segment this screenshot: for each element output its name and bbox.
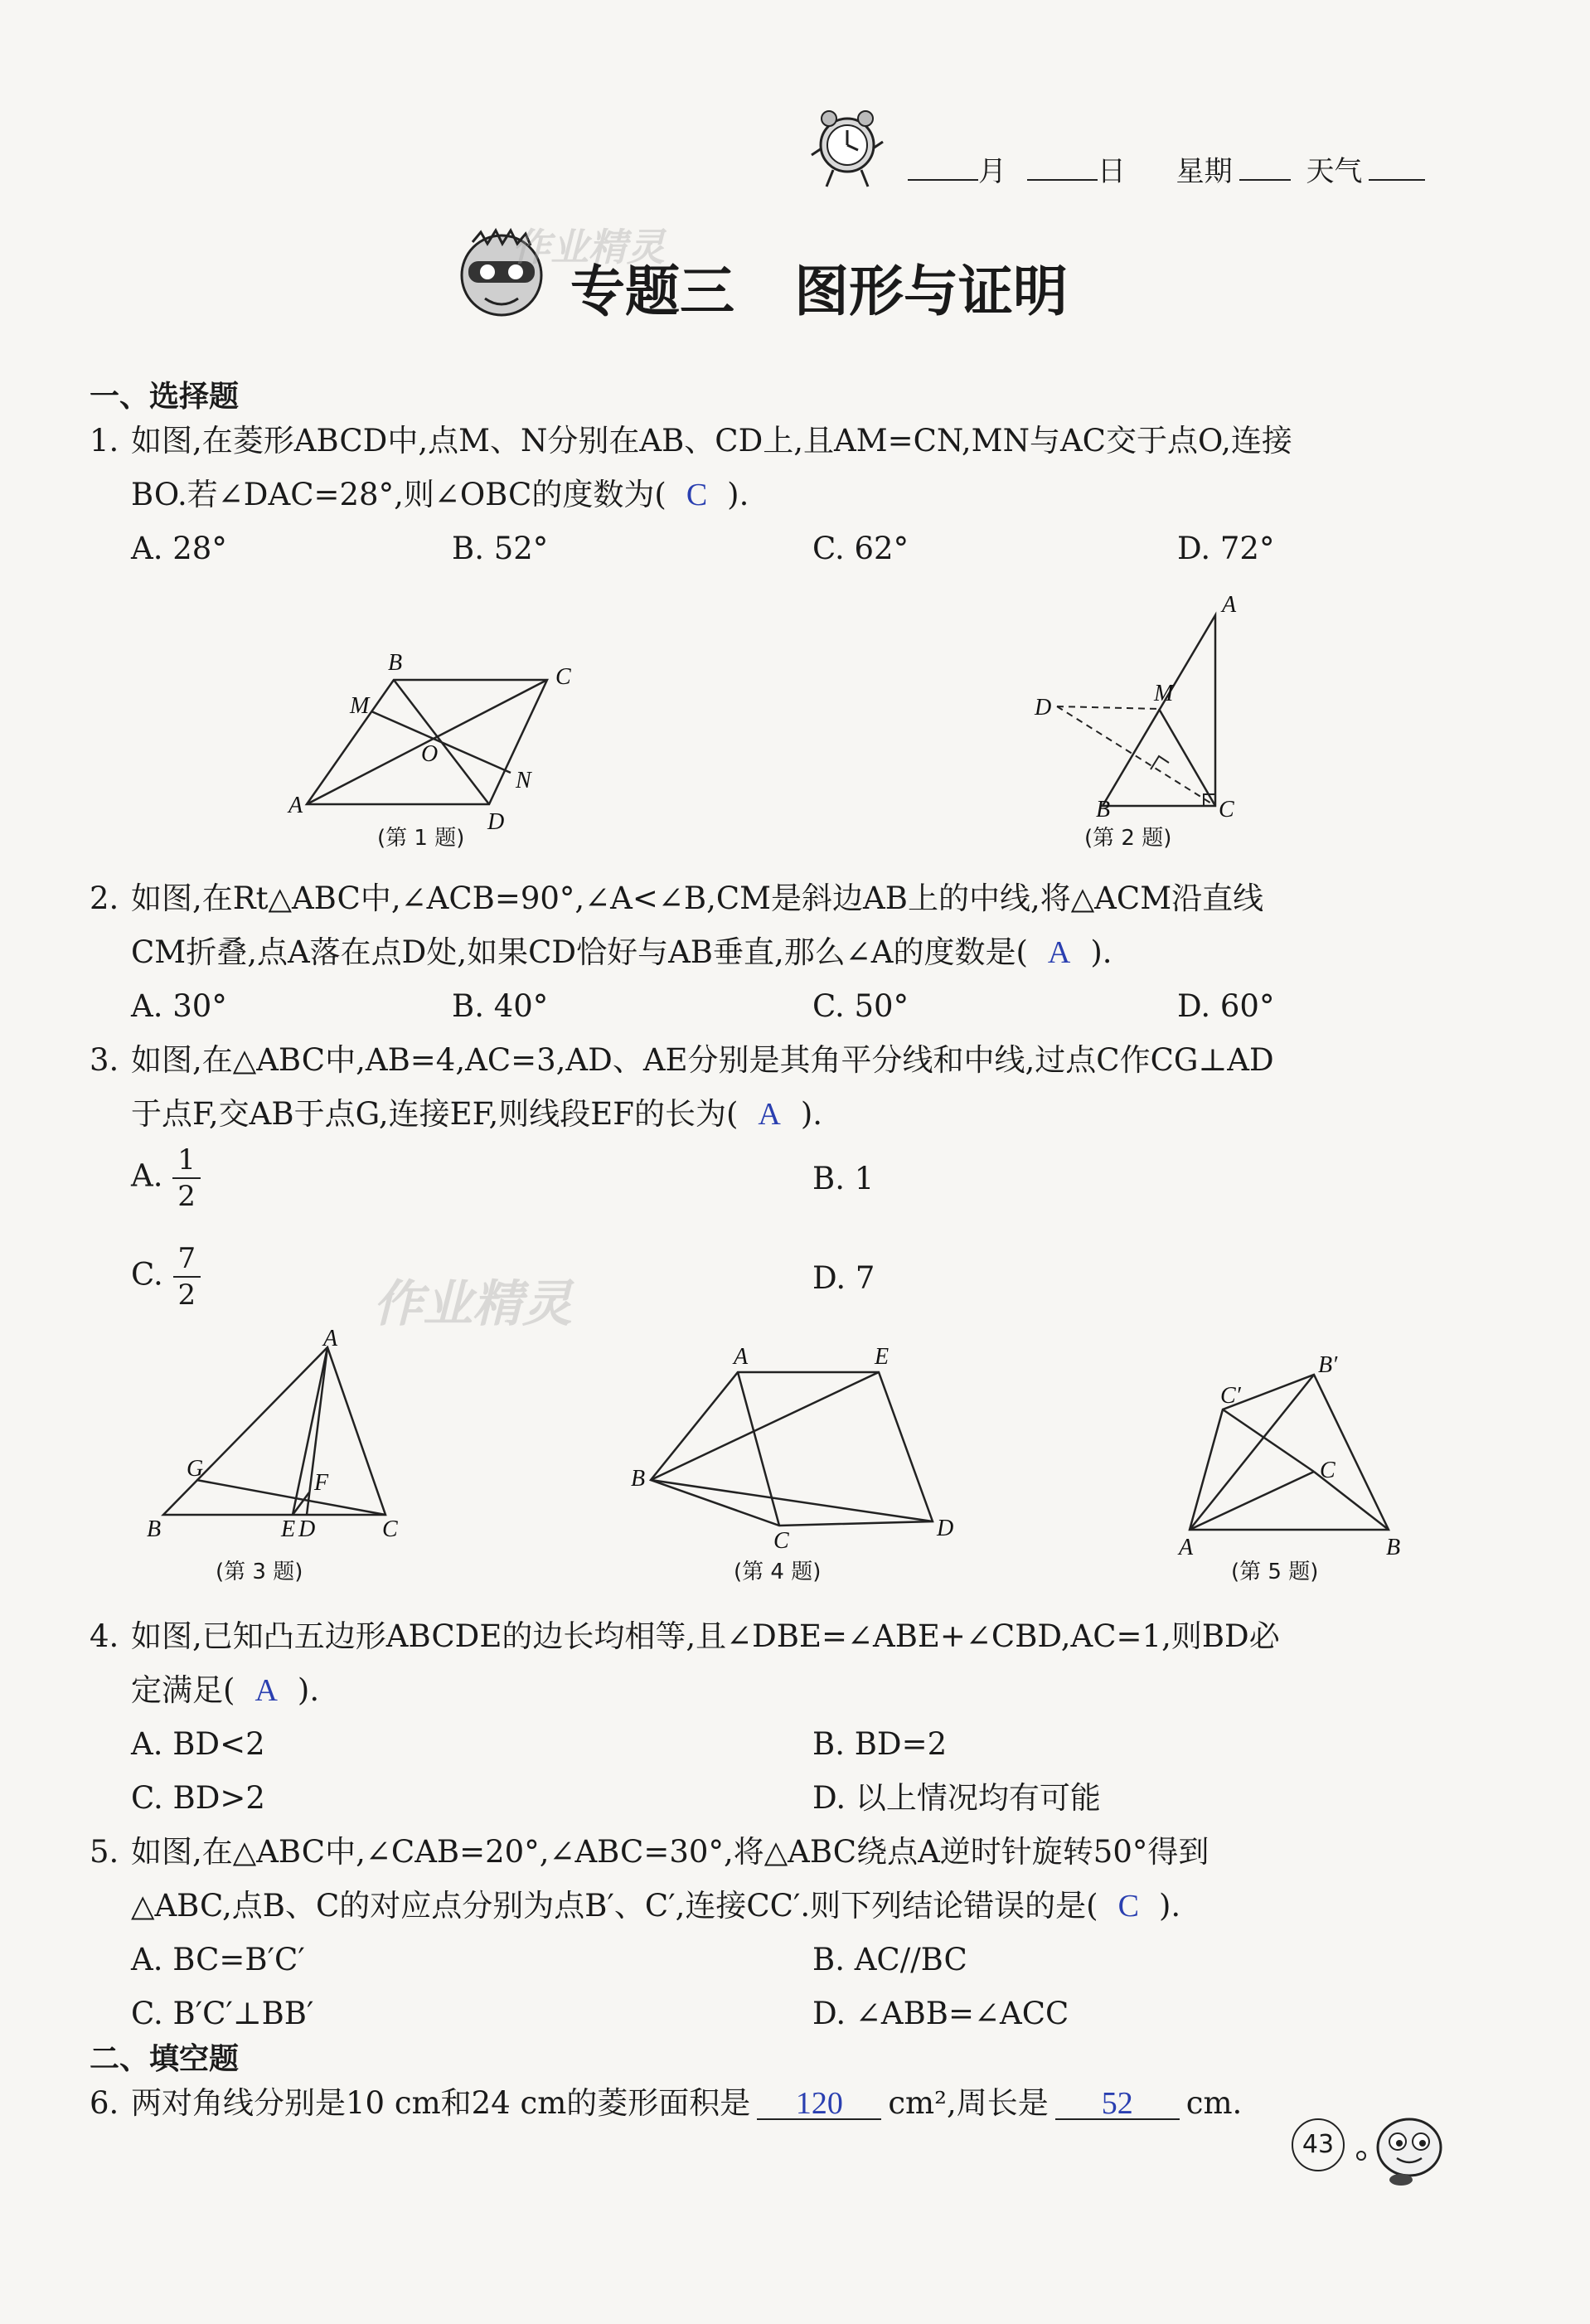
fig3-label-f: F — [314, 1470, 329, 1496]
fig1-label-n: N — [516, 768, 531, 793]
figure-5-rotation — [1169, 1343, 1418, 1560]
q1-line2-text: BO.若∠DAC=28°,则∠OBC的度数为( — [131, 477, 667, 512]
q1-option-d: D. 72° — [1177, 531, 1275, 566]
q4-option-d: D. 以上情况均有可能 — [812, 1780, 1101, 1816]
title-watermark: 作业精灵 — [512, 225, 665, 269]
q2-answer[interactable]: A — [1047, 935, 1071, 970]
q3-line2 — [131, 1092, 822, 1137]
q4-number: 4. — [90, 1618, 119, 1654]
page-mascot — [1351, 2110, 1451, 2189]
weather-label: 天气 — [1306, 155, 1363, 188]
q3-option-a-denominator: 2 — [177, 1180, 196, 1213]
q5-option-d: D. ∠ABB=∠ACC — [812, 1996, 1069, 2031]
fig4-label-a: A — [734, 1344, 749, 1370]
fig1-label-b: B — [388, 650, 403, 676]
q6-answer-perimeter[interactable]: 52 — [1055, 2089, 1180, 2120]
q5-number: 5. — [90, 1834, 119, 1870]
q2-line2-end: ). — [1090, 934, 1113, 970]
q3-option-a-fraction — [172, 1143, 201, 1214]
q3-option-c-denominator: 2 — [177, 1278, 196, 1312]
q6-text: 两对角线分别是10 cm和24 cm的菱形面积是 — [131, 2085, 751, 2121]
fig4-label-c: C — [773, 1528, 789, 1554]
q2-line1: 如图,在Rt△ABC中,∠ACB=90°,∠A<∠B,CM是斜边AB上的中线,将△ACM沿直线 — [131, 881, 1264, 916]
q4-option-c: C. BD>2 — [131, 1780, 265, 1816]
clock-mascot — [808, 104, 887, 195]
q6-unit-area: cm²,周长是 — [888, 2085, 1049, 2121]
q1-line1: 如图,在菱形ABCD中,点M、N分别在AB、CD上,且AM=CN,MN与AC交于点O,连接 — [131, 423, 1292, 458]
weather-blank[interactable] — [1369, 179, 1425, 181]
fig3-label-a: A — [323, 1326, 338, 1351]
q5-line2-text: △ABC,点B、C的对应点分别为点B′、C′,连接CC′.则下列结论错误的是( — [131, 1888, 1098, 1924]
figure-3-caption: (第 3 题) — [216, 1560, 303, 1584]
q2-line2-text: CM折叠,点A落在点D处,如果CD恰好与AB垂直,那么∠A的度数是( — [131, 934, 1028, 970]
q5-option-b: B. AC//BC — [812, 1942, 967, 1977]
fig3-label-g: G — [187, 1456, 204, 1482]
q2-option-d: D. 60° — [1177, 988, 1275, 1024]
q1-line2-end: ). — [727, 477, 749, 512]
q3-option-c-label: C. — [131, 1256, 163, 1293]
q2-line2 — [131, 930, 1113, 975]
fig4-label-b: B — [631, 1466, 646, 1492]
q4-answer[interactable]: A — [254, 1673, 278, 1708]
q2-number: 2. — [90, 881, 119, 916]
q3-option-c — [131, 1241, 201, 1312]
q5-answer[interactable]: C — [1117, 1889, 1139, 1924]
q5-option-c: C. B′C′⊥BB′ — [131, 1996, 314, 2031]
q1-option-b: B. 52° — [452, 531, 549, 566]
fig5-label-c-prime: C′ — [1220, 1383, 1241, 1409]
date-line — [908, 149, 1425, 194]
q3-option-d: D. 7 — [812, 1260, 875, 1296]
q6-unit-perimeter: cm. — [1185, 2085, 1243, 2121]
q2-option-c: C. 50° — [812, 988, 909, 1024]
q3-line2-text: 于点F,交AB于点G,连接EF,则线段EF的长为( — [131, 1096, 739, 1132]
section-fill-heading: 二、填空题 — [90, 2042, 240, 2076]
q2-option-a: A. 30° — [131, 988, 227, 1024]
title-topic: 专题三 — [570, 260, 734, 323]
fig3-label-e: E — [281, 1516, 296, 1542]
q3-option-a-numerator: 1 — [172, 1143, 201, 1179]
fig3-label-b: B — [147, 1516, 162, 1542]
q5-line1: 如图,在△ABC中,∠CAB=20°,∠ABC=30°,将△ABC绕点A逆时针旋转50°得到 — [131, 1834, 1209, 1870]
q3-line1: 如图,在△ABC中,AB=4,AC=3,AD、AE分别是其角平分线和中线,过点C作CG⊥AD — [131, 1042, 1274, 1078]
page-number-badge — [1292, 2118, 1345, 2171]
fig3-label-d: D — [298, 1516, 316, 1542]
q4-option-b: B. BD=2 — [812, 1726, 948, 1762]
q3-option-b: B. 1 — [812, 1161, 875, 1196]
fig4-label-e: E — [875, 1344, 890, 1370]
page-title — [570, 247, 1068, 326]
q6-line — [131, 2081, 1242, 2126]
fig5-label-b: B — [1386, 1535, 1401, 1560]
fig1-label-d: D — [487, 809, 505, 835]
q6-number: 6. — [90, 2085, 119, 2121]
q3-answer[interactable]: A — [758, 1097, 781, 1132]
fig2-label-m: M — [1154, 681, 1174, 706]
q5-line2 — [131, 1884, 1180, 1929]
body-watermark: 作业精灵 — [373, 1275, 572, 1333]
fig2-label-d: D — [1035, 695, 1052, 720]
q3-option-c-numerator: 7 — [173, 1241, 201, 1278]
q1-number: 1. — [90, 423, 119, 458]
figure-4-caption: (第 4 题) — [734, 1560, 822, 1584]
q3-option-a-label: A. — [131, 1157, 163, 1194]
q1-option-c: C. 62° — [812, 531, 909, 566]
fig1-label-a: A — [288, 793, 303, 818]
section-choice-heading: 一、选择题 — [90, 380, 240, 414]
fig3-label-c: C — [382, 1516, 398, 1542]
q4-line2-text: 定满足( — [131, 1672, 235, 1708]
q3-line2-end: ). — [800, 1096, 823, 1132]
q3-option-a — [131, 1143, 201, 1214]
month-blank[interactable] — [908, 179, 978, 181]
figure-1-rhombus — [282, 638, 597, 835]
fig5-label-c: C — [1320, 1458, 1336, 1483]
figure-2-caption: (第 2 题) — [1084, 826, 1172, 851]
q4-line1: 如图,已知凸五边形ABCDE的边长均相等,且∠DBE=∠ABE+∠CBD,AC=1,则BD必 — [131, 1618, 1280, 1654]
fig4-label-d: D — [937, 1516, 954, 1541]
month-label: 月 — [978, 155, 1006, 188]
fig2-label-a: A — [1222, 592, 1237, 618]
fig1-label-o: O — [421, 741, 439, 767]
fig1-label-c: C — [555, 664, 571, 690]
figure-4-pentagon — [626, 1343, 957, 1554]
figure-3-triangle — [137, 1326, 410, 1542]
day-blank[interactable] — [1027, 179, 1098, 181]
fig5-label-a: A — [1179, 1535, 1194, 1560]
q4-option-a: A. BD<2 — [131, 1726, 265, 1762]
q1-line2 — [131, 473, 749, 517]
q6-answer-area[interactable]: 120 — [757, 2089, 881, 2120]
q5-line2-end: ). — [1158, 1888, 1181, 1924]
fig5-label-b-prime: B′ — [1318, 1352, 1338, 1378]
q4-line2 — [131, 1668, 319, 1713]
q3-option-c-fraction — [173, 1241, 201, 1312]
fig2-label-c: C — [1219, 797, 1234, 822]
figure-1-caption: (第 1 题) — [377, 826, 465, 851]
q5-option-a: A. BC=B′C′ — [131, 1942, 305, 1977]
q1-answer[interactable]: C — [686, 478, 708, 512]
weekday-blank[interactable] — [1239, 179, 1291, 181]
title-subject: 图形与证明 — [794, 260, 1068, 323]
fig2-label-b: B — [1096, 797, 1111, 822]
q1-option-a: A. 28° — [131, 531, 227, 566]
page-number: 43 — [1302, 2130, 1335, 2159]
fig1-label-m: M — [350, 693, 370, 719]
q3-number: 3. — [90, 1042, 119, 1078]
figure-5-caption: (第 5 题) — [1231, 1560, 1319, 1584]
day-label: 日 — [1097, 155, 1126, 188]
q2-option-b: B. 40° — [452, 988, 549, 1024]
figure-2-fold — [1028, 580, 1260, 821]
q4-line2-end: ). — [297, 1672, 320, 1708]
weekday-label: 星期 — [1176, 155, 1233, 188]
